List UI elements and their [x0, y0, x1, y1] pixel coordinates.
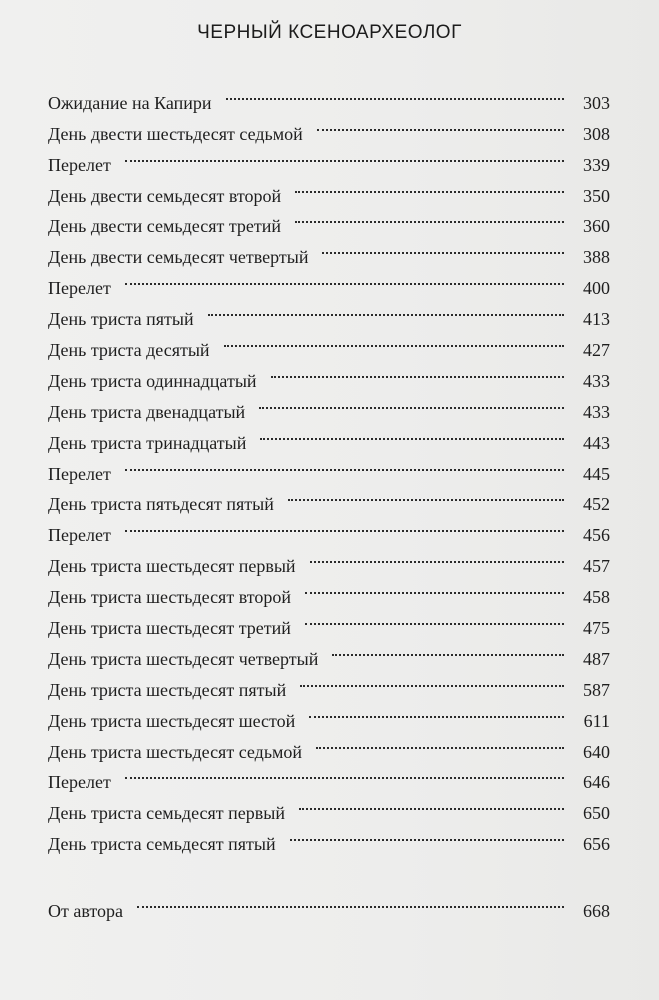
toc-dot-leader: [316, 727, 564, 758]
toc-dot-leader: [299, 788, 564, 819]
toc-entry-page: 433: [583, 401, 610, 422]
toc-entry-title: День триста шестьдесят четвертый: [48, 648, 319, 669]
toc-entry-title: День триста шестьдесят третий: [48, 618, 291, 639]
toc-entry-page: 350: [583, 185, 610, 206]
toc-entry-title: День триста шестьдесят второй: [48, 587, 292, 608]
toc-entry-page: 475: [583, 618, 610, 639]
toc-entry-page: 339: [583, 154, 610, 175]
toc-dot-leader: [305, 603, 564, 634]
toc-entry-title: День двести семьдесят четвертый: [48, 247, 309, 268]
toc-entry-page: 452: [583, 494, 610, 515]
toc-dot-leader: [125, 263, 564, 294]
toc-entries: [48, 78, 610, 855]
toc-entry[interactable]: [48, 78, 610, 113]
toc-dot-leader: [322, 232, 564, 263]
toc-entry-page: 656: [583, 834, 610, 855]
toc-entry-page: 640: [583, 741, 610, 762]
table-of-contents: [48, 78, 610, 922]
toc-entry-page: 303: [583, 92, 610, 113]
toc-entry-title: Перелет: [48, 525, 111, 546]
toc-entry-page: 456: [583, 525, 610, 546]
toc-entry-title: Ожидание на Капири: [48, 92, 212, 113]
toc-entry-title: День триста пятьдесят пятый: [48, 494, 274, 515]
toc-entry-title: Перелет: [48, 772, 111, 793]
toc-entry-title: День триста одиннадцатый: [48, 370, 257, 391]
toc-dot-leader: [125, 449, 564, 480]
toc-dot-leader: [332, 634, 564, 665]
toc-dot-leader: [208, 294, 564, 325]
toc-entry-title: День двести семьдесят второй: [48, 185, 282, 206]
toc-entry-title: День триста пятый: [48, 309, 194, 330]
toc-dot-leader: [260, 418, 564, 449]
toc-entry-page: 445: [583, 463, 610, 484]
toc-entry-afterword[interactable]: [48, 886, 610, 922]
running-header: ЧЕРНЫЙ КСЕНОАРХЕОЛОГ: [197, 22, 462, 43]
toc-entry-title: День триста шестьдесят шестой: [48, 710, 296, 731]
toc-entry-title: От автора: [48, 901, 124, 922]
toc-entry-title: День триста шестьдесят седьмой: [48, 741, 303, 762]
toc-dot-leader: [271, 356, 564, 387]
toc-dot-leader: [224, 325, 564, 356]
toc-entry-title: Перелет: [48, 154, 111, 175]
toc-dot-leader: [288, 480, 564, 511]
toc-entry[interactable]: [48, 171, 610, 206]
toc-entry[interactable]: [48, 510, 610, 546]
toc-dot-leader: [300, 665, 564, 696]
toc-entry-title: День триста шестьдесят первый: [48, 556, 296, 577]
toc-entry-title: День триста семьдесят первый: [48, 803, 285, 824]
toc-entry[interactable]: [48, 788, 610, 824]
toc-entry-page: 611: [583, 710, 610, 731]
toc-entry-title: День триста семьдесят пятый: [48, 834, 276, 855]
toc-entry-title: День триста тринадцатый: [48, 432, 247, 453]
toc-entry-title: День триста десятый: [48, 340, 210, 361]
toc-dot-leader: [310, 541, 564, 572]
toc-entry-title: День двести шестьдесят седьмой: [48, 123, 303, 144]
toc-dot-leader: [295, 202, 564, 233]
toc-entry[interactable]: [48, 480, 610, 515]
toc-entry-page: 400: [583, 278, 610, 299]
toc-entry[interactable]: [48, 263, 610, 299]
toc-entry-title: Перелет: [48, 278, 111, 299]
toc-entry-title: День триста шестьдесят пятый: [48, 679, 287, 700]
toc-entry[interactable]: [48, 758, 610, 793]
toc-dot-leader: [125, 140, 564, 171]
toc-entry-page: 308: [583, 123, 610, 144]
toc-entry-page: 458: [583, 587, 610, 608]
toc-entry-page: 443: [583, 432, 610, 453]
toc-entry-page: 487: [583, 648, 610, 669]
toc-entry-page: 360: [583, 216, 610, 237]
toc-entry-title: Перелет: [48, 463, 111, 484]
toc-entry-page: 668: [583, 901, 610, 922]
toc-dot-leader: [137, 886, 564, 917]
toc-entry-page: 427: [583, 340, 610, 361]
toc-dot-leader: [295, 171, 564, 202]
toc-dot-leader: [125, 510, 564, 541]
toc-dot-leader: [259, 387, 564, 418]
toc-entry-page: 388: [583, 247, 610, 268]
toc-entry-page: 650: [583, 803, 610, 824]
toc-entry-page: 646: [583, 772, 610, 793]
toc-entry[interactable]: [48, 294, 610, 330]
toc-dot-leader: [125, 758, 564, 789]
toc-entry[interactable]: [48, 140, 610, 175]
toc-entry[interactable]: [48, 449, 610, 484]
toc-dot-leader: [290, 819, 564, 850]
toc-dot-leader: [305, 572, 564, 603]
toc-dot-leader: [317, 109, 564, 140]
toc-entry-page: 433: [583, 370, 610, 391]
toc-dot-leader: [309, 696, 564, 727]
toc-entry-page: 457: [583, 556, 610, 577]
toc-entry-title: День двести семьдесят третий: [48, 216, 282, 237]
toc-entry-title: День триста двенадцатый: [48, 401, 246, 422]
toc-entry-page: 587: [583, 679, 610, 700]
toc-entry-page: 413: [583, 309, 610, 330]
toc-dot-leader: [226, 78, 564, 109]
toc-entry[interactable]: [48, 541, 610, 577]
